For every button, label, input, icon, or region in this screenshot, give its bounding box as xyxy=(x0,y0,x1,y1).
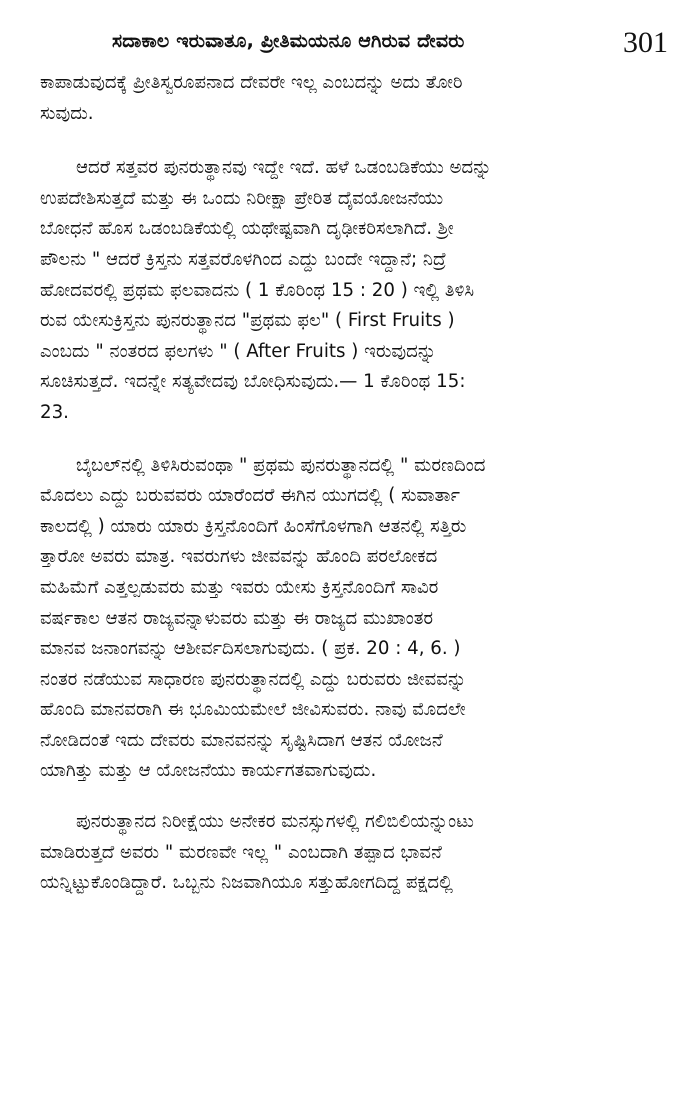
text-line: 23. xyxy=(40,401,69,423)
text-line: ವರ್ಷಕಾಲ ಆತನ ರಾಜ್ಯವನ್ನಾಳುವರು ಮತ್ತು ಈ ರಾಜ್ಯದ ಮುಖಾಂತರ xyxy=(40,607,434,629)
text-line: ರುವ ಯೇಸುಕ್ರಿಸ್ತನು ಪುನರುತ್ಥಾನದ "ಪ್ರಥಮ ಫಲ" ( First Fruits ) xyxy=(40,310,455,332)
text-line: ಮೊದಲು ಎದ್ದು ಬರುವವರು ಯಾರೆಂದರೆ ಈಗಿನ ಯುಗದಲ್ಲಿ ( ಸುವಾರ್ತಾ xyxy=(40,485,461,507)
text-line: ಎಂಬದು " ನಂತರದ ಫಲಗಳು " ( After Fruits ) ಇರುವುದನ್ನು xyxy=(40,340,437,362)
text-line: ಮಾನವ ಜನಾಂಗವನ್ನು ಆಶೀರ್ವದಿಸಲಾಗುವುದು. ( ಪ್ರಕ. 20 : 4, 6. ) xyxy=(40,638,461,660)
text-line: ಹೋದವರಲ್ಲಿ ಪ್ರಥಮ ಫಲವಾದನು ( 1 ಕೊರಿಂಥ 15 : 20 ) ಇಲ್ಲಿ ತಿಳಿಸಿ xyxy=(40,279,475,301)
text-line: ಯಾಗಿತ್ತು ಮತ್ತು ಆ ಯೋಜನೆಯು ಕಾರ್ಯಗತವಾಗುವುದು. xyxy=(40,760,377,782)
text-line: ಪುನರುತ್ಥಾನದ ನಿರೀಕ್ಷೆಯು ಅನೇಕರ ಮನಸ್ಸುಗಳಲ್ಲಿ ಗಲಿಬಿಲಿಯನ್ನುಂಟು xyxy=(76,811,474,833)
paragraph-2 xyxy=(40,153,668,428)
paragraph-3 xyxy=(40,451,668,788)
text-line: ಉಪದೇಶಿಸುತ್ತದೆ ಮತ್ತು ಈ ಒಂದು ನಿರೀಕ್ಷಾ ಪ್ರೇರಿತ ದೈವಯೋಜನೆಯು xyxy=(40,187,444,209)
text-line: ಬೋಧನೆ ಹೊಸ ಒಡಂಬಡಿಕೆಯಲ್ಲಿ ಯಥೇಷ್ಟವಾಗಿ ದೃಢೀಕರಿಸಲಾಗಿದೆ. ಶ್ರೀ xyxy=(40,218,454,240)
text-line: ಸುವುದು. xyxy=(40,102,94,124)
text-line: ಮಹಿಮೆಗೆ ಎತ್ತಲ್ಪಡುವರು ಮತ್ತು ಇವರು ಯೇಸು ಕ್ರಿಸ್ತನೊಂದಿಗೆ ಸಾವಿರ xyxy=(40,576,439,598)
text-line: ತ್ತಾರೋ ಅವರು ಮಾತ್ರ. ಇವರುಗಳು ಜೀವವನ್ನು ಹೊಂದಿ ಪರಲೋಕದ xyxy=(40,546,438,568)
text-line: ಆದರೆ ಸತ್ತವರ ಪುನರುತ್ಥಾನವು ಇದ್ದೇ ಇದೆ. ಹಳೆ ಒಡಂಬಡಿಕೆಯು ಅದನ್ನು xyxy=(76,157,492,179)
text-line: ಕಾಲದಲ್ಲಿ ) ಯಾರು ಯಾರು ಕ್ರಿಸ್ತನೊಂದಿಗೆ ಹಿಂಸೆಗೊಳಗಾಗಿ ಆತನಲ್ಲಿ ಸತ್ತಿರು xyxy=(40,515,467,537)
text-line: ಹೊಂದಿ ಮಾನವರಾಗಿ ಈ ಭೂಮಿಯಮೇಲೆ ಜೀವಿಸುವರು. ನಾವು ಮೊದಲೇ xyxy=(40,699,466,721)
text-line: ಮಾಡಿರುತ್ತದೆ ಅವರು " ಮರಣವೇ ಇಲ್ಲ " ಎಂಬದಾಗಿ ತಪ್ಪಾದ ಭಾವನೆ xyxy=(40,841,442,863)
paragraph-4 xyxy=(40,807,668,899)
text-line: ಬೈಬಲ್‌ನಲ್ಲಿ ತಿಳಿಸಿರುವಂಥಾ " ಪ್ರಥಮ ಪುನರುತ್ಥಾನದಲ್ಲಿ " ಮರಣದಿಂದ xyxy=(76,454,486,476)
text-line: ನೋಡಿದಂತೆ ಇದು ದೇವರು ಮಾನವನನ್ನು ಸೃಷ್ಟಿಸಿದಾಗ ಆತನ ಯೋಜನೆ xyxy=(40,729,443,751)
text-line: ಸೂಚಿಸುತ್ತದೆ. ಇದನ್ನೇ ಸತ್ಯವೇದವು ಬೋಧಿಸುವುದು.— 1 ಕೊರಿಂಥ 15: xyxy=(40,371,466,393)
text-line: ಪೌಲನು " ಆದರೆ ಕ್ರಿಸ್ತನು ಸತ್ತವರೊಳಗಿಂದ ಎದ್ದು ಬಂದೇ ಇದ್ದಾನೆ; ನಿದ್ರೆ xyxy=(40,248,447,270)
paragraph-1 xyxy=(40,68,668,129)
page-number: 301 xyxy=(623,26,668,59)
book-page xyxy=(40,26,668,899)
text-line: ಯನ್ನಿಟ್ಟುಕೊಂಡಿದ್ದಾರೆ. ಒಬ್ಬನು ನಿಜವಾಗಿಯೂ ಸತ್ತುಹೋಗದಿದ್ದ ಪಕ್ಷದಲ್ಲಿ xyxy=(40,872,453,894)
text-line: ನಂತರ ನಡೆಯುವ ಸಾಧಾರಣ ಪುನರುತ್ಥಾನದಲ್ಲಿ ಎದ್ದು ಬರುವರು ಜೀವವನ್ನು xyxy=(40,668,467,690)
text-line: ಕಾಪಾಡುವುದಕ್ಕೆ ಪ್ರೀತಿಸ್ವರೂಪನಾದ ದೇವರೇ ಇಲ್ಲ ಎಂಬದನ್ನು ಅದು ತೋರಿ xyxy=(40,72,463,93)
running-title: ಸದಾಕಾಲ ಇರುವಾತೂ, ಪ್ರೀತಿಮಯನೂ ಆಗಿರುವ ದೇವರು xyxy=(112,30,465,52)
page-header xyxy=(40,26,668,68)
